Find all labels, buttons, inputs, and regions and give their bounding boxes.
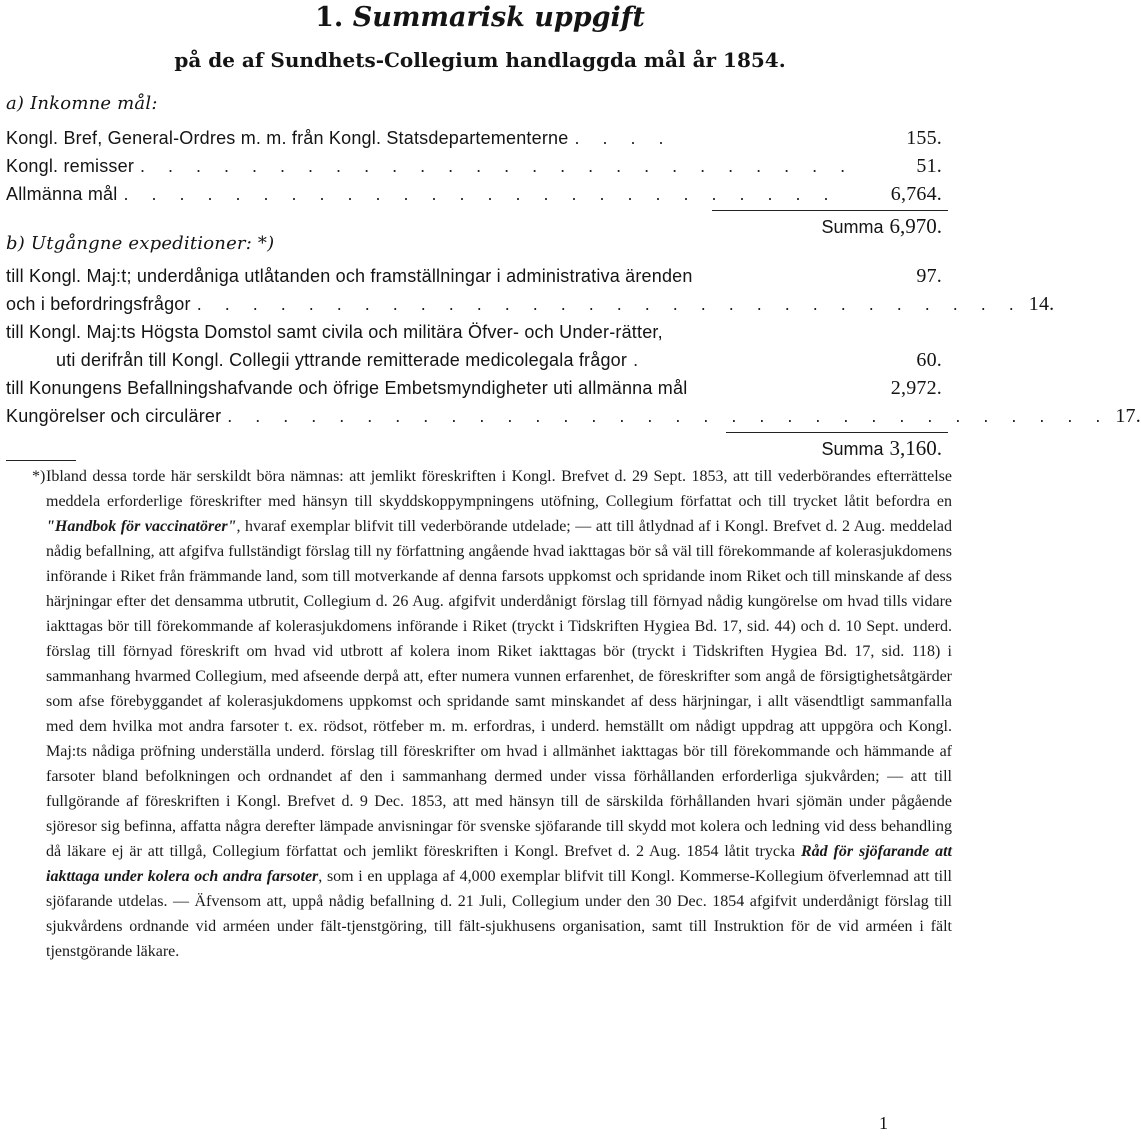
title-number: 1.	[315, 2, 344, 33]
ledger-value: 97.	[916, 265, 942, 287]
document-title	[0, 2, 960, 34]
ledger-row: Kongl. Bref, General-Ordres m. m. från Kongl. Statsdepartementerne . . . . 155.	[6, 124, 942, 152]
page-number: 1	[879, 1113, 888, 1133]
ledger-row: Allmänna mål . . . . . . . . . . . . . . . . . . . . . . . . . . 6,764.	[6, 180, 942, 208]
section-b-heading: b) Utgångne expeditioner: *)	[6, 233, 275, 254]
sum-rule	[712, 210, 948, 211]
ledger-value: 155.	[906, 127, 942, 149]
ledger-value: 6,764.	[890, 183, 942, 205]
ledger-row: till Konungens Befallningshafvande och öfrige Embetsmyndigheter uti allmänna mål 2,972.	[6, 374, 942, 402]
section-a-summa: Summa 6,970.	[821, 214, 942, 238]
section-b-summa: Summa 3,160.	[821, 436, 942, 460]
ledger-row: och i befordringsfrågor . . . . . . . . . . . . . . . . . . . . . . . . . . . . . . 14.	[6, 290, 942, 318]
ledger-value: 17.	[1115, 405, 1141, 427]
footnote-text: Ibland dessa torde här serskildt böra nämnas: att jemlikt föreskriften i Kongl. Brefvet d. 29 Sept. 1853, att till vederbörandes efterrättelse meddela erforderlige föreskrifter med hänsyn till skyddskoppympningens utöfning, Collegium författat och till trycket låtit befordra en "Handbok för vaccinatörer", hvaraf exemplar blifvit till vederbörande utdelade; — att till åtlydnad af i Kongl. Brefvet d. 2 Aug. meddelad nådig befallning, att afgifva fullständigt förslag till ny författning angående hvad iakttagas bör så väl till förekommande af kolerasjukdomens införande i Riket från främmande land, som till motverkande af denna farsots uppkomst och spridande inom Riket och till minskande af dess härjningar efter det densamma utbrutit, Collegium d. 26 Aug. afgifvit underdånigt förslag till förnyad nådig kungörelse om hvad tills vidare iakttagas bör till förekommande af kolerasjukdomens införande i Riket (tryckt i Tidskriften Hygiea Bd. 17, sid. 44) och d. 10 Sept. underd. förslag till förnyad föreskrift om hvad vid utbrott af kolera inom Riket iakttagas bör (tryckt i Tidskriften Hygiea Bd. 17, sid. 118) i sammanhang hvarmed Collegium, med afseende derpå att, efter numera vunnen erfarenhet, de föreskrifter som angå de försigtighetsåtgärder som afse förebyggandet af kolerasjukdomens uppkomst och spridande samt minskandet af dess härjningar, i allt väsendtligt sammanfalla med dem hvilka mot andra farsoter t. ex. rödsot, rötfeber m. m. erfordras, i underd. hemställt om nådigt uppdrag att uppgöra och Kongl. Maj:ts nådiga pröfning underställa underd. förslag till föreskrifter om hvad i allmänhet iakttagas bör till förekommande och hämmande af farsoter bland befolkningen och ordnandet af den i sammanhang dermed under vissa förhållanden erforderliga sjukvården; — att till fullgörande af föreskriften i Kongl. Brefvet d. 9 Dec. 1853, att med hänsyn till de särskilda förhållanden hvari sjömän under pågående sjöresor sig befinna, affatta några derefter lämpade anvisningar för svenske sjöfarande till skydd mot kolera och ledning vid dess behandling då läkare ej är att tillgå, Collegium författat och jemlikt föreskriften i Kongl. Brefvet d. 2 Aug. 1854 låtit trycka Råd för sjöfarande att iakttaga under kolera och andra farsoter, som i en upplaga af 4,000 exemplar blifvit till Kongl. Kommerse-Kollegium öfverlemnad att till sjöfarande utdelas. — Äfvensom att, uppå nådig befallning d. 21 Juli, Collegium under den 30 Dec. 1854 afgifvit underdånigt förslag till sjukvårdens ordnande vid arméen under fält-tjenstgöring, till fält-sjukhusens organisation, samt till Instruktion för de vid arméen i fält tjenstgörande läkare.	[46, 468, 953, 960]
ledger-value: 14.	[1028, 293, 1055, 315]
footnote-rule	[6, 460, 76, 461]
ledger-row: uti derifrån till Kongl. Collegii yttrande remitterade medicolegala frågor . 60.	[56, 346, 942, 374]
ledger-value: 60.	[916, 349, 942, 371]
ledger-row: till Kongl. Maj:t; underdåniga utlåtanden och framställningar i administrativa ärenden 97.	[6, 262, 942, 290]
ledger-row: till Kongl. Maj:ts Högsta Domstol samt civila och militära Öfver- och Under-rätter,	[6, 322, 663, 342]
document-subtitle: på de af Sundhets-Collegium handlaggda mål år 1854.	[174, 48, 786, 72]
ledger-value: 51.	[916, 155, 942, 177]
sum-rule	[726, 432, 948, 433]
ledger-row: Kungörelser och circulärer . . . . . . . . . . . . . . . . . . . . . . . . . . . . . . . . 17.	[6, 402, 942, 430]
title-text: Summarisk uppgift	[352, 2, 645, 33]
section-a-heading: a) Inkomne mål:	[6, 93, 158, 114]
footnote-marker: *)	[32, 468, 46, 485]
ledger-value: 2,972.	[890, 377, 942, 399]
ledger-row: Kongl. remisser . . . . . . . . . . . . . . . . . . . . . . . . . . 51.	[6, 152, 942, 180]
footnote	[32, 464, 953, 964]
